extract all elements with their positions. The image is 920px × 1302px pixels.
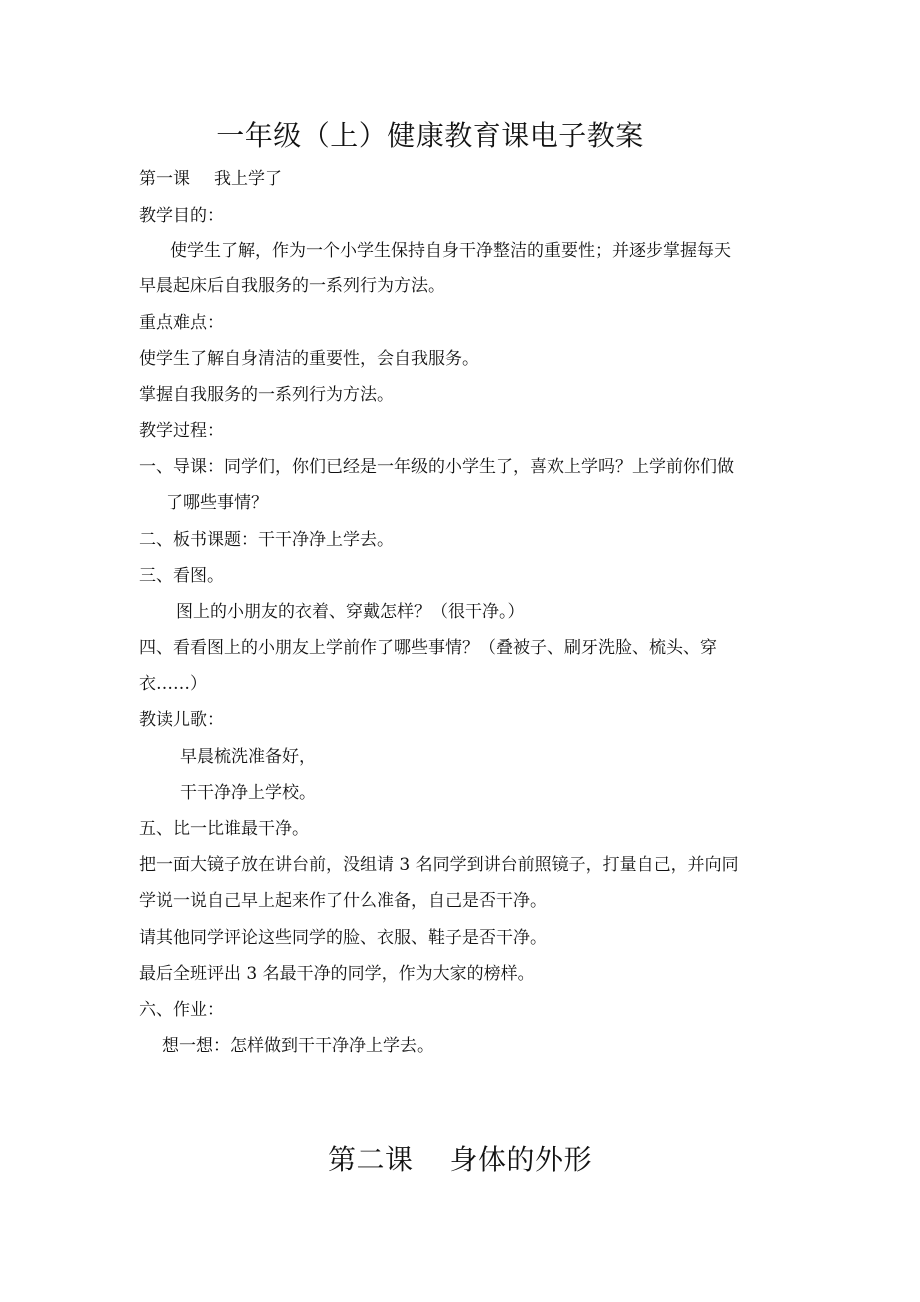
step5-line-2: 学说一说自己早上起来作了什么准备，自己是否干净。 <box>139 891 547 911</box>
objective-line-1: 使学生了解，作为一个小学生保持自身干净整洁的重要性；并逐步掌握每天 <box>170 241 731 261</box>
lesson2-label: 第二课 <box>327 1143 414 1176</box>
rhyme-line-1: 早晨梳洗准备好， <box>180 747 316 767</box>
process-heading: 教学过程： <box>139 421 224 441</box>
lesson2-heading <box>0 1140 920 1180</box>
step5-line-3: 请其他同学评论这些同学的脸、衣服、鞋子是否干净。 <box>139 928 547 948</box>
step3: 三、看图。 <box>139 566 224 586</box>
step5: 五、比一比谁最干净。 <box>139 819 309 839</box>
lesson1-name: 我上学了 <box>214 169 282 189</box>
step3-detail: 图上的小朋友的衣着、穿戴怎样？（很干净。） <box>176 602 525 622</box>
key-line-1: 使学生了解自身清洁的重要性，会自我服务。 <box>139 349 479 369</box>
step4-line-1: 四、看看图上的小朋友上学前作了哪些事情？（叠被子、刷牙洗脸、梳头、穿 <box>139 638 717 658</box>
step5-line-4: 最后全班评出 3 名最干净的同学，作为大家的榜样。 <box>139 964 535 984</box>
objective-line-2: 早晨起床后自我服务的一系列行为方法。 <box>139 276 445 296</box>
rhyme-line-2: 干干净净上学校。 <box>180 783 316 803</box>
step1-line-2: 了哪些事情？ <box>166 493 268 513</box>
rhyme-heading: 教读儿歌： <box>139 710 224 730</box>
objective-heading: 教学目的： <box>139 206 224 226</box>
key-line-2: 掌握自我服务的一系列行为方法。 <box>139 385 394 405</box>
step2: 二、板书课题：干干净净上学去。 <box>139 530 394 550</box>
step5-line-1: 把一面大镜子放在讲台前，没组请 3 名同学到讲台前照镜子，打量自己，并向同 <box>139 855 739 875</box>
step6: 六、作业： <box>139 1000 224 1020</box>
lesson1-heading <box>139 168 282 190</box>
step6-detail: 想一想：怎样做到干干净净上学去。 <box>162 1036 434 1056</box>
lesson2-name: 身体的外形 <box>449 1143 593 1176</box>
key-heading: 重点难点： <box>139 313 224 333</box>
document-title: 一年级（上）健康教育课电子教案 <box>216 119 644 152</box>
step1-line-1: 一、导课：同学们，你们已经是一年级的小学生了，喜欢上学吗？上学前你们做 <box>139 457 734 477</box>
step4-line-2: 衣……） <box>139 674 207 694</box>
lesson1-label: 第一课 <box>139 169 190 189</box>
